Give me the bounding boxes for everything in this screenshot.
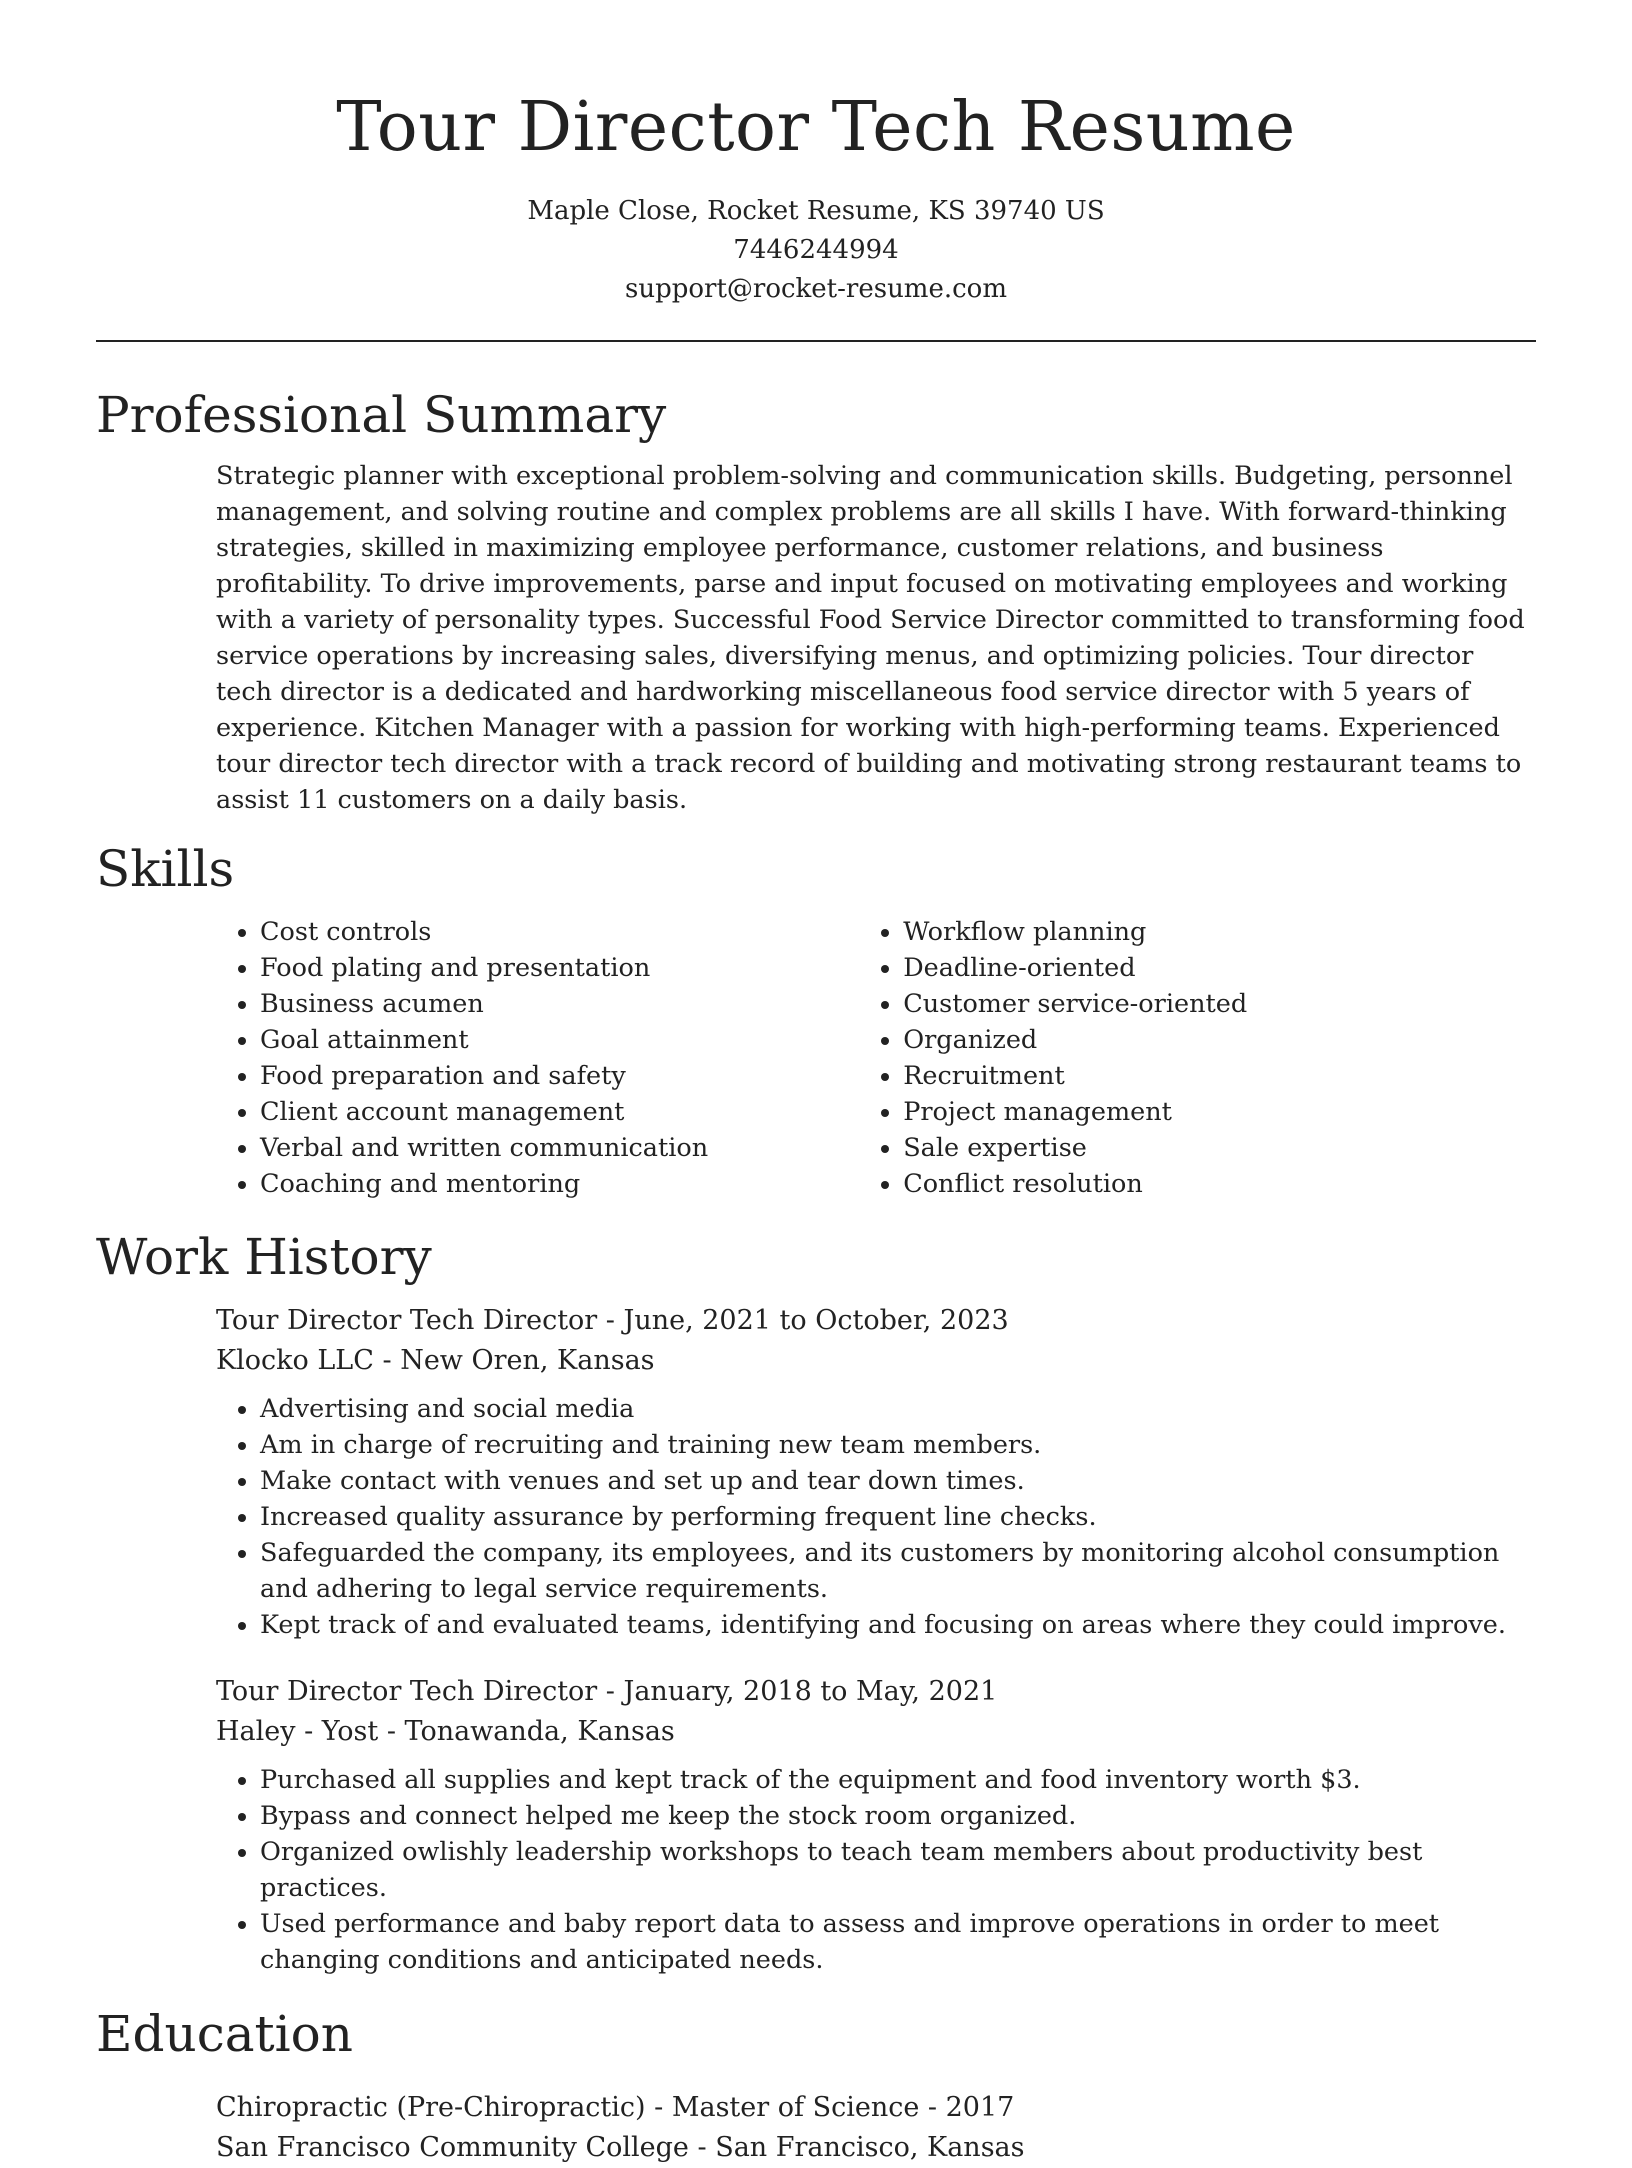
summary-text: Strategic planner with exceptional problem-solving and communication skills. Budgeting, personnel management, and solving routine and complex problems are all skills I have. With forward-thinking strategies, skilled in maximizing employee performance, customer relations, and business profitability. To drive improvements, parse and input focused on motivating employees and working with a variety of personality types. Successful Food Service Director committed to transforming food service operations by increasing sales, diversifying menus, and optimizing policies. Tour director tech director is a dedicated and hardworking miscellaneous food service director with 5 years of experience. Kitchen Manager with a passion for working with high-performing teams. Experienced tour director tech director with a track record of building and motivating strong restaurant teams to assist 11 customers on a daily basis. [216, 461, 1525, 815]
job-duty: • Make contact with venues and set up and tear down times. [260, 1463, 1536, 1499]
job-company-line: Klocko LLC - New Oren, Kansas [216, 1345, 655, 1376]
email: support@rocket-resume.com [624, 274, 1007, 304]
job-duties [216, 1391, 1536, 1643]
skill-item: • Food preparation and safety [260, 1058, 859, 1094]
summary-heading: Professional Summary [96, 386, 667, 444]
skill-item: • Food plating and presentation [260, 950, 859, 986]
job-entry [216, 1301, 1536, 1643]
education-heading: Education [96, 2005, 353, 2063]
address: Maple Close, Rocket Resume, KS 39740 US [527, 196, 1105, 226]
skill-item: • Deadline-oriented [903, 950, 1536, 986]
contact-info [96, 192, 1536, 309]
skill-item: • Coaching and mentoring [260, 1166, 859, 1202]
skill-item: • Organized [903, 1022, 1536, 1058]
job-duty: • Purchased all supplies and kept track of the equipment and food inventory worth $3. [260, 1762, 1536, 1798]
skills-column-left [216, 914, 859, 1202]
skill-item: • Workflow planning [903, 914, 1536, 950]
job-duty: • Organized owlishly leadership workshops to teach team members about productivity best practices. [260, 1834, 1536, 1906]
job-duty: • Advertising and social media [260, 1391, 1536, 1427]
job-duty: • Kept track of and evaluated teams, identifying and focusing on areas where they could improve. [260, 1607, 1536, 1643]
resume-page [96, 0, 1536, 2168]
school-line: San Francisco Community College - San Francisco, Kansas [216, 2132, 1025, 2163]
skills-heading: Skills [96, 840, 235, 898]
skill-item: • Business acumen [260, 986, 859, 1022]
skill-item: • Goal attainment [260, 1022, 859, 1058]
job-duty: • Used performance and baby report data to assess and improve operations in order to meet changing conditions and anticipated needs. [260, 1906, 1536, 1978]
skill-item: • Cost controls [260, 914, 859, 950]
work-history-heading: Work History [96, 1228, 432, 1286]
resume-title: Tour Director Tech Resume [336, 88, 1296, 167]
skill-item: • Sale expertise [903, 1130, 1536, 1166]
skill-item: • Recruitment [903, 1058, 1536, 1094]
job-title-line: Tour Director Tech Director - January, 2018 to May, 2021 [216, 1676, 998, 1707]
skill-item: • Project management [903, 1094, 1536, 1130]
phone: 7446244994 [733, 235, 899, 265]
skill-item: • Conflict resolution [903, 1166, 1536, 1202]
job-company-line: Haley - Yost - Tonawanda, Kansas [216, 1716, 675, 1747]
skills-column-right [859, 914, 1536, 1202]
job-duty: • Bypass and connect helped me keep the stock room organized. [260, 1798, 1536, 1834]
job-duty: • Am in charge of recruiting and training new team members. [260, 1427, 1536, 1463]
header-divider [96, 340, 1536, 342]
job-duties [216, 1762, 1536, 1978]
skill-item: • Client account management [260, 1094, 859, 1130]
skill-item: • Customer service-oriented [903, 986, 1536, 1022]
job-duty: • Safeguarded the company, its employees, and its customers by monitoring alcohol consumption and adhering to legal service requirements. [260, 1535, 1536, 1607]
resume-header [96, 0, 1536, 309]
skill-item: • Verbal and written communication [260, 1130, 859, 1166]
job-title-line: Tour Director Tech Director - June, 2021 to October, 2023 [216, 1305, 1009, 1336]
job-duty: • Increased quality assurance by performing frequent line checks. [260, 1499, 1536, 1535]
degree-line: Chiropractic (Pre-Chiropractic) - Master of Science - 2017 [216, 2092, 1015, 2123]
job-entry [216, 1672, 1536, 1978]
skills-list [216, 914, 1536, 1202]
education-entry [216, 2088, 1536, 2168]
